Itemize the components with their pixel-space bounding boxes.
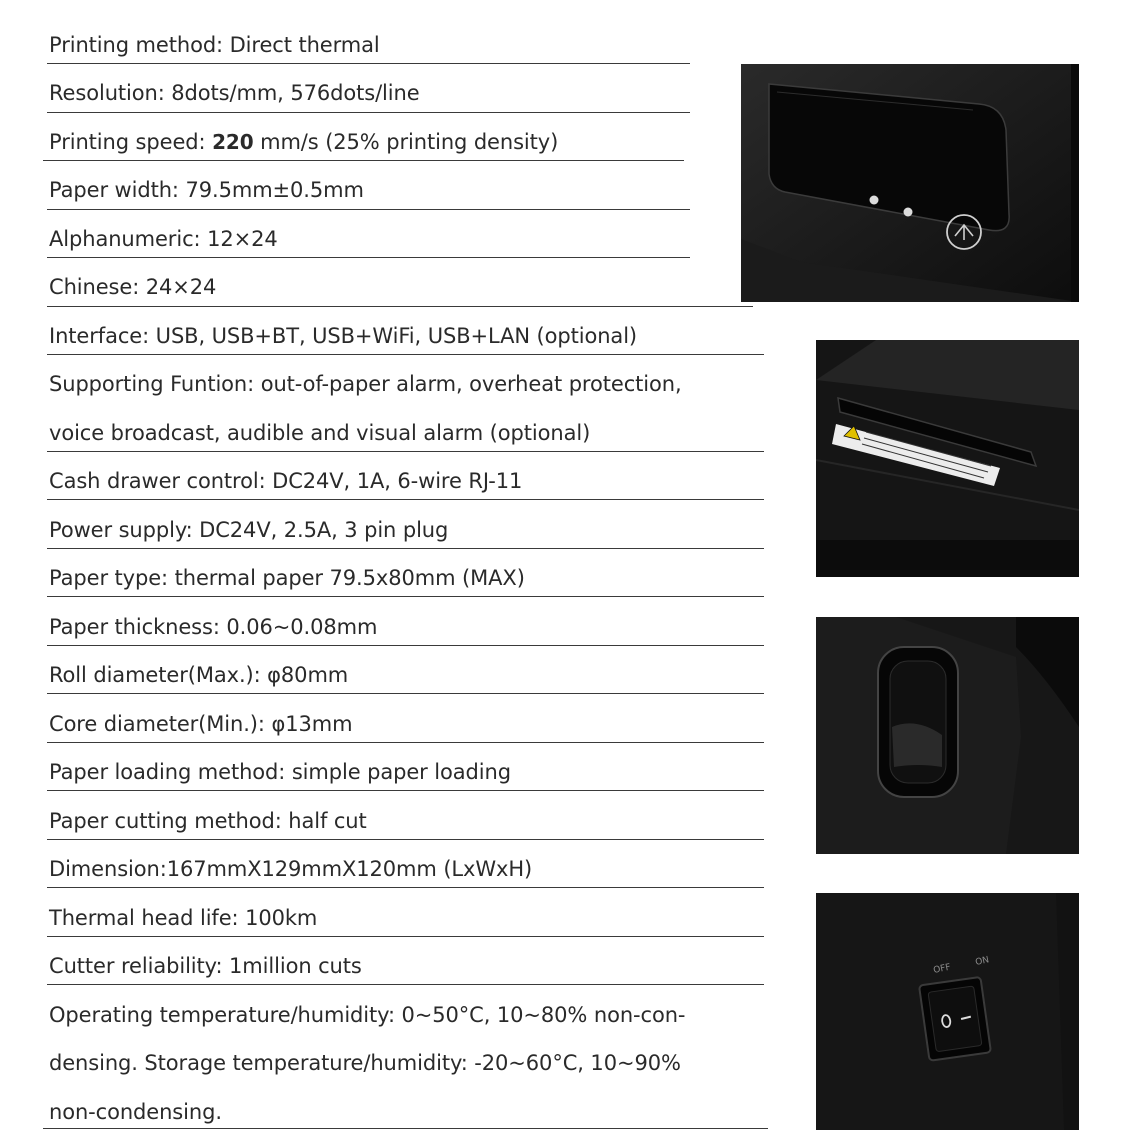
divider [43, 1128, 768, 1129]
spec-printing-method: Printing method: Direct thermal [49, 33, 380, 57]
spec-core-diameter: Core diameter(Min.): φ13mm [49, 712, 353, 736]
divider [47, 306, 753, 307]
divider [47, 63, 690, 64]
divider [47, 984, 764, 985]
divider [47, 936, 764, 937]
divider [47, 548, 764, 549]
divider [47, 499, 764, 500]
divider [47, 790, 764, 791]
printer-side-slot-photo [816, 617, 1079, 854]
printer-power-switch-photo [816, 893, 1079, 1130]
spec-paper-thickness: Paper thickness: 0.06~0.08mm [49, 615, 378, 639]
spec-thermal-head-life: Thermal head life: 100km [49, 906, 318, 930]
spec-temperature-line1: Operating temperature/humidity: 0~50°C, 10~80% non-con- [49, 1003, 686, 1027]
printer-paper-outlet-photo [816, 340, 1079, 577]
divider [47, 112, 690, 113]
spec-paper-width: Paper width: 79.5mm±0.5mm [49, 178, 364, 202]
divider [47, 887, 764, 888]
spec-resolution: Resolution: 8dots/mm, 576dots/line [49, 81, 420, 105]
speed-unit: mm/s (25% printing density) [253, 130, 559, 154]
divider [47, 693, 764, 694]
spec-paper-loading: Paper loading method: simple paper loading [49, 760, 511, 784]
spec-paper-type: Paper type: thermal paper 79.5x80mm (MAX) [49, 566, 525, 590]
printer-control-panel-photo [741, 64, 1079, 302]
spec-temperature-line3: non-condensing. [49, 1100, 222, 1124]
spec-chinese: Chinese: 24×24 [49, 275, 217, 299]
spec-interface: Interface: USB, USB+BT, USB+WiFi, USB+LAN (optional) [49, 324, 638, 348]
spec-temperature-line2: densing. Storage temperature/humidity: -20~60°C, 10~90% [49, 1051, 681, 1075]
spec-paper-cutting: Paper cutting method: half cut [49, 809, 367, 833]
spec-printing-speed [49, 129, 558, 155]
spec-cash-drawer: Cash drawer control: DC24V, 1A, 6-wire RJ-11 [49, 469, 523, 493]
spec-supporting-function-line1: Supporting Funtion: out-of-paper alarm, overheat protection, [49, 372, 682, 396]
divider [47, 257, 690, 258]
switch-on-label: ON [974, 955, 991, 968]
speed-label: Printing speed: [49, 130, 213, 154]
divider [47, 645, 764, 646]
divider [47, 209, 690, 210]
divider [47, 354, 764, 355]
divider [47, 742, 764, 743]
spec-power-supply: Power supply: DC24V, 2.5A, 3 pin plug [49, 518, 449, 542]
divider [47, 596, 764, 597]
spec-cutter-reliability: Cutter reliability: 1million cuts [49, 954, 362, 978]
spec-supporting-function-line2: voice broadcast, audible and visual alarm (optional) [49, 421, 591, 445]
divider [47, 451, 764, 452]
speed-value: 220 [212, 130, 254, 154]
divider [43, 160, 684, 161]
spec-alphanumeric: Alphanumeric: 12×24 [49, 227, 278, 251]
spec-dimension: Dimension:167mmX129mmX120mm (LxWxH) [49, 857, 533, 881]
spec-roll-diameter: Roll diameter(Max.): φ80mm [49, 663, 349, 687]
switch-off-label: OFF [932, 962, 952, 976]
divider [47, 839, 764, 840]
